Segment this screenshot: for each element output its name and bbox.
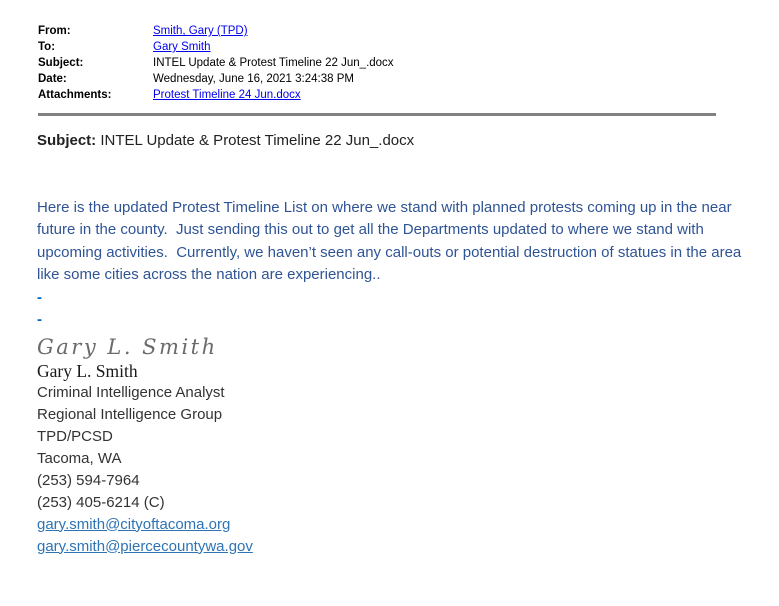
empty-link-line-2 <box>37 309 745 332</box>
empty-link-dash-2[interactable]: - <box>37 311 42 328</box>
signature-serif-name: Gary L. Smith <box>37 360 138 381</box>
header-row-attachments <box>38 87 745 103</box>
empty-link-dash-1[interactable]: - <box>37 288 42 306</box>
signature-group: Regional Intelligence Group <box>37 405 223 423</box>
email-header-block <box>38 23 745 103</box>
attachments-label: Attachments: <box>38 89 112 101</box>
signature-phone-cell: (253) 405-6214 (C) <box>37 493 165 511</box>
signature-email-line-1 <box>37 514 745 536</box>
signature-location: Tacoma, WA <box>37 449 122 467</box>
subject-heading-label: Subject: <box>37 131 97 149</box>
subject-heading-value: INTEL Update & Protest Timeline 22 Jun_.docx <box>96 131 415 149</box>
subject-heading <box>37 131 745 151</box>
subject-label: Subject: <box>38 57 84 69</box>
header-row-date <box>38 71 745 87</box>
from-sender-link[interactable]: Smith, Gary (TPD) <box>153 25 248 37</box>
header-row-to <box>38 39 745 55</box>
email-link-cityoftacoma[interactable]: gary.smith@cityoftacoma.org <box>37 515 231 533</box>
header-row-from <box>38 23 745 39</box>
empty-link-line-1 <box>37 287 745 310</box>
date-value: Wednesday, June 16, 2021 3:24:38 PM <box>153 73 354 85</box>
signature-title: Criminal Intelligence Analyst <box>37 383 225 401</box>
signature-phone-office: (253) 594-7964 <box>37 471 140 489</box>
signature-block <box>37 334 745 558</box>
from-label: From: <box>38 25 71 37</box>
header-divider <box>38 113 716 116</box>
header-row-subject <box>38 55 745 71</box>
attachment-file-link[interactable]: Protest Timeline 24 Jun.docx <box>153 89 301 101</box>
date-label: Date: <box>38 73 67 85</box>
email-link-piercecounty[interactable]: gary.smith@piercecountywa.gov <box>37 537 253 555</box>
to-recipient-link[interactable]: Gary Smith <box>153 41 211 53</box>
to-label: To: <box>38 41 56 53</box>
signature-email-line-2 <box>37 536 745 558</box>
email-body-paragraph: Here is the updated Protest Timeline List on where we stand with planned protests coming up in the near future in the county. Just sending this out to get all the Departments updated to where we stand with upcoming activities. Currently, we haven’t seen any call-outs or potential destruction of statues in the area like some cities across the nation are experiencing.. <box>37 198 746 283</box>
subject-value: INTEL Update & Protest Timeline 22 Jun_.docx <box>153 57 394 69</box>
signature-script-name: Gary L. Smith <box>37 334 218 359</box>
signature-agency: TPD/PCSD <box>37 427 113 445</box>
